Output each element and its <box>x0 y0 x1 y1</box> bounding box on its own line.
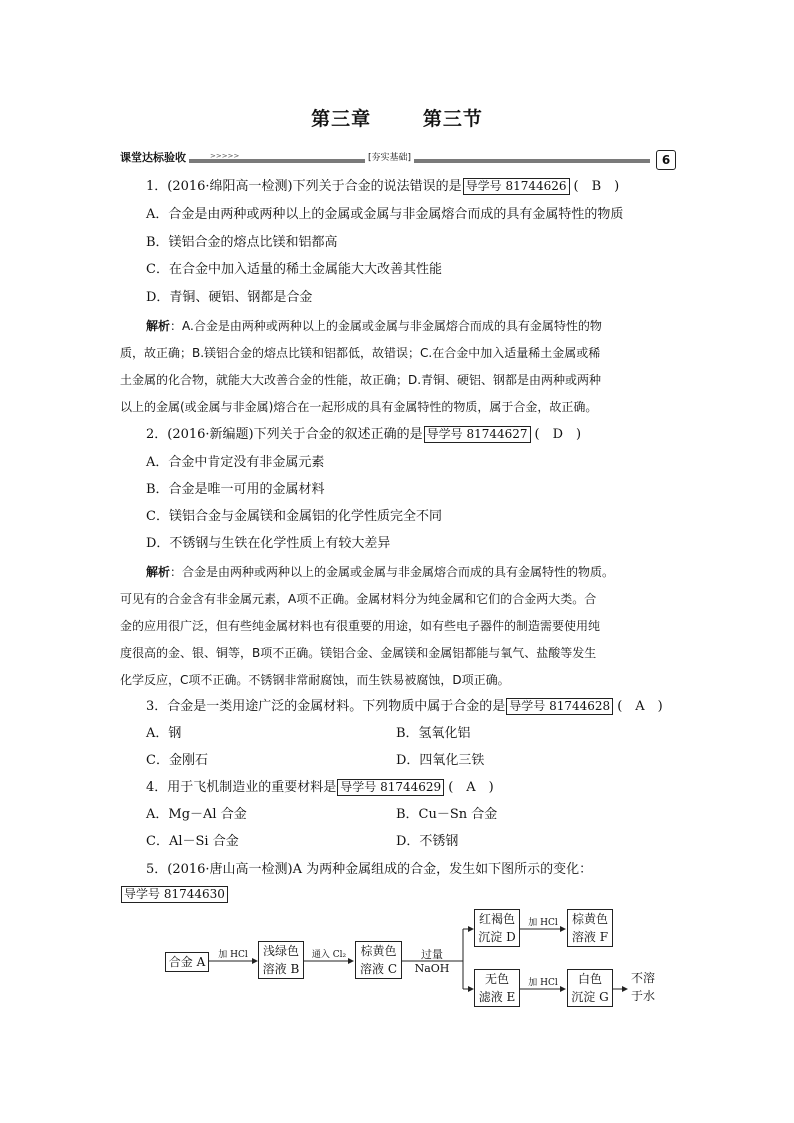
node-precipitate-g <box>567 969 613 1007</box>
node-e-line2: 滤液 E <box>478 990 516 1004</box>
q2-option-a: A．合金中肯定没有非金属元素 <box>146 455 325 470</box>
q2-code: 导学号 81744627 <box>424 426 531 443</box>
edge-label-a-b: 加 HCl <box>218 950 248 960</box>
q2-stem-text: 2．(2016·新编题)下列关于合金的叙述正确的是 <box>146 427 423 442</box>
node-d-line1: 红褐色 <box>478 912 515 926</box>
q2-analysis-line-4: 度很高的金、银、铜等，B项不正确。镁铝合金、金属镁和金属铝都能与氧气、盐酸等发生 <box>120 646 597 660</box>
q5-stem: 5．(2016·唐山高一检测)A 为两种金属组成的合金，发生如下图所示的变化： <box>146 862 593 877</box>
q4-code: 导学号 81744629 <box>337 779 444 796</box>
q1-option-d: D．青铜、硬铝、钢都是合金 <box>146 290 313 305</box>
q5-code: 导学号 81744630 <box>121 886 228 903</box>
q3-stem-text: 3．合金是一类用途广泛的金属材料。下列物质中属于合金的是 <box>146 699 506 714</box>
node-b-line2: 溶液 B <box>262 962 300 976</box>
banner-middle: [夯实基础] <box>365 152 414 164</box>
banner-number: 6 <box>656 150 676 170</box>
q1-analysis-line-2: 质，故正确；B.镁铝合金的熔点比镁和铝都低，故错误；C.在合金中加入适量稀土金属或稀 <box>120 346 601 360</box>
q4-answer: ( A ) <box>448 780 494 795</box>
banner-label: 课堂达标验收 <box>120 150 189 166</box>
q2-analysis-line-3: 金的应用很广泛，但有些纯金属材料也有很重要的用途，如有些电子器件的制造需要使用纯 <box>120 619 601 633</box>
q2-option-b: B．合金是唯一可用的金属材料 <box>146 482 325 497</box>
q4-stem <box>146 779 494 797</box>
q1-analysis-line-1 <box>146 317 602 335</box>
q4-option-d: D．不锈钢 <box>396 834 459 849</box>
node-alloy-a: 合金 A <box>165 952 209 972</box>
q2-option-d: D．不锈钢与生铁在化学性质上有较大差异 <box>146 536 391 551</box>
node-f-line2: 溶液 F <box>571 930 609 944</box>
q3-option-c: C．金刚石 <box>146 753 208 768</box>
q3-stem <box>146 698 663 716</box>
q1-stem-text: 1．(2016·绵阳高一检测)下列关于合金的说法错误的是 <box>146 179 462 194</box>
node-solution-b <box>258 941 304 979</box>
q3-option-a: A．钢 <box>146 726 182 741</box>
q2-analysis-line-5: 化学反应，C项不正确。不锈钢非常耐腐蚀，而生铁易被腐蚀，D项正确。 <box>120 673 510 687</box>
q1-stem <box>146 178 619 196</box>
node-d-line2: 沉淀 D <box>478 930 516 944</box>
q3-code: 导学号 81744628 <box>506 698 613 715</box>
q4-option-c: C．Al－Si 合金 <box>146 834 239 849</box>
node-insoluble <box>631 969 655 1005</box>
q4-option-a: A．Mg－Al 合金 <box>146 807 247 822</box>
q2-analysis-label: 解析 <box>146 565 171 579</box>
q3-option-b: B．氢氧化铝 <box>396 726 471 741</box>
q4-option-b: B．Cu－Sn 合金 <box>396 807 498 822</box>
node-end-line1: 不溶 <box>631 971 656 985</box>
q2-analysis-text-1: ：合金是由两种或两种以上的金属或金属与非金属熔合而成的具有金属特性的物质。 <box>170 565 615 579</box>
node-g-line2: 沉淀 G <box>571 990 609 1004</box>
q1-analysis-line-3: 土金属的化合物，就能大大改善合金的性能，故正确；D.青铜、硬铝、钢都是由两种或两种 <box>120 373 602 387</box>
section-banner <box>120 150 676 170</box>
node-e-line1: 无色 <box>484 972 509 986</box>
q2-option-c: C．镁铝合金与金属镁和金属铝的化学性质完全不同 <box>146 509 442 524</box>
edge-label-b-c: 通入 Cl₂ <box>311 950 347 960</box>
node-end-line2: 于水 <box>631 989 656 1003</box>
q1-answer: ( B ) <box>573 179 620 194</box>
page-title <box>0 104 794 131</box>
q4-stem-text: 4．用于飞机制造业的重要材料是 <box>146 780 337 795</box>
edge-label-c-split: 过量 NaOH <box>414 948 450 975</box>
node-precipitate-d <box>474 909 520 947</box>
node-b-line1: 浅绿色 <box>262 944 299 958</box>
q2-analysis-line-2: 可见有的合金含有非金属元素，A项不正确。金属材料分为纯金属和它们的合金两大类。合 <box>120 592 597 606</box>
node-f-line1: 棕黄色 <box>571 912 608 926</box>
q1-analysis-label: 解析 <box>146 319 171 333</box>
node-g-line1: 白色 <box>577 972 602 986</box>
q1-analysis-text-1: ：A.合金是由两种或两种以上的金属或金属与非金属熔合而成的具有金属特性的物 <box>170 319 602 333</box>
reaction-diagram <box>165 905 685 1015</box>
q2-stem <box>146 426 581 444</box>
node-c-line2: 溶液 C <box>360 962 397 976</box>
section-title: 第三节 <box>422 108 483 130</box>
node-solution-f <box>567 909 613 947</box>
q1-option-c: C．在合金中加入适量的稀土金属能大大改善其性能 <box>146 262 442 277</box>
node-solution-c <box>355 941 402 979</box>
chapter-title: 第三章 <box>311 108 372 130</box>
q3-option-d: D．四氧化三铁 <box>396 753 485 768</box>
edge-label-d-f: 加 HCl <box>528 918 558 928</box>
q3-answer: ( A ) <box>617 699 663 714</box>
banner-arrows: >>>>> <box>210 152 240 160</box>
edge-label-e-g: 加 HCl <box>528 978 558 988</box>
q5-code-line <box>120 886 228 904</box>
node-filtrate-e <box>474 969 520 1007</box>
q2-answer: ( D ) <box>534 427 582 442</box>
q1-option-a: A．合金是由两种或两种以上的金属或金属与非金属熔合而成的具有金属特性的物质 <box>146 207 624 222</box>
q1-option-b: B．镁铝合金的熔点比镁和铝都高 <box>146 235 338 250</box>
q1-code: 导学号 81744626 <box>463 178 570 195</box>
q2-analysis-line-1 <box>146 563 614 581</box>
q1-analysis-line-4: 以上的金属(或金属与非金属)熔合在一起形成的具有金属特性的物质，属于合金，故正确。 <box>120 400 598 414</box>
node-c-line1: 棕黄色 <box>360 944 397 958</box>
